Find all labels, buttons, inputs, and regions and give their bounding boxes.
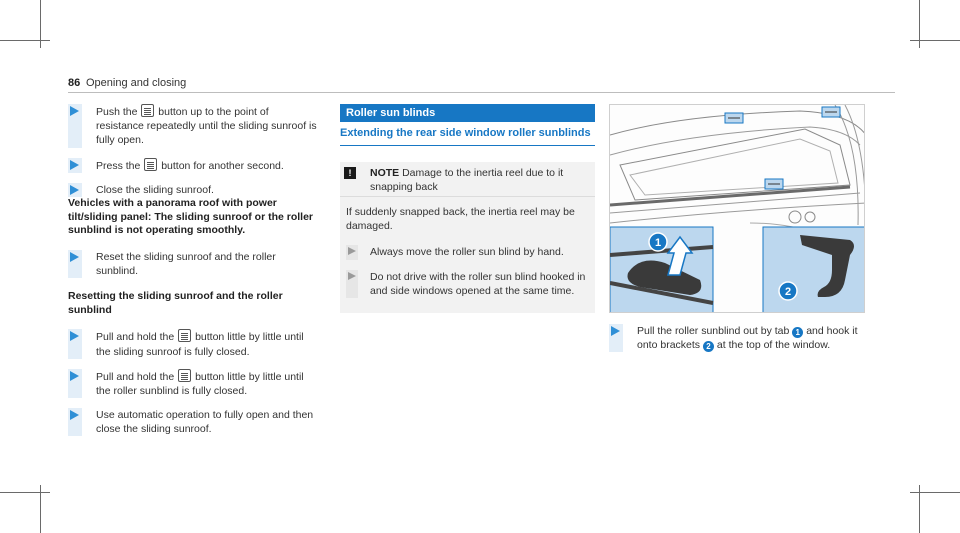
step-reset: Reset the sliding sunroof and the roller sunblind.	[68, 250, 318, 278]
callout-1: 1	[654, 237, 662, 249]
step-arrow-icon	[348, 272, 356, 280]
crop-mark	[0, 40, 50, 41]
step-arrow-icon	[70, 331, 79, 341]
section-subtitle: Extending the rear side window roller sunblinds	[340, 126, 595, 146]
header-divider	[68, 92, 895, 93]
roof-button-icon	[178, 329, 191, 342]
step-arrow-icon	[70, 185, 79, 195]
note-header	[340, 162, 595, 194]
roller-sunblind-illustration	[609, 104, 865, 313]
crop-mark	[910, 40, 960, 41]
step-arrow-icon	[70, 252, 79, 262]
roof-button-icon	[144, 158, 157, 171]
step-close-sunroof: Close the sliding sunroof.	[68, 183, 318, 197]
step-push-button: Push the button up to the point of resistance repeatedly until the sliding sunroof is fully open.	[68, 104, 318, 148]
step-arrow-icon	[70, 106, 79, 116]
note-body	[340, 196, 595, 308]
note-label: NOTE	[370, 167, 400, 179]
step-automatic: Use automatic operation to fully open and then close the sliding sunroof.	[68, 408, 318, 436]
left-column	[68, 104, 318, 446]
roof-button-icon	[141, 104, 154, 117]
note-description: If suddenly snapped back, the inertia reel may be damaged.	[346, 206, 575, 233]
callout-badge-2: 2	[703, 341, 714, 352]
right-column	[609, 324, 865, 362]
callout-badge-1: 1	[792, 327, 803, 338]
step-arrow-icon	[70, 160, 79, 170]
step-arrow-icon	[70, 371, 79, 381]
callout-2: 2	[784, 286, 792, 298]
step-press-button: Press the button for another second.	[68, 158, 318, 173]
section-title: Roller sun blinds	[340, 104, 595, 122]
note-step: Always move the roller sun blind by hand.	[346, 245, 589, 259]
note-step: Do not drive with the roller sun blind hooked in and side windows opened at the same time.	[346, 270, 589, 298]
step-arrow-icon	[611, 326, 620, 336]
note-text: Damage to the inertia reel due to it snapping back	[370, 167, 564, 194]
roof-button-icon	[178, 369, 191, 382]
page-title: Opening and closing	[86, 77, 187, 89]
step-pull-hold-sunblind: Pull and hold the button little by little until the roller sunblind is fully closed.	[68, 369, 318, 398]
crop-mark	[0, 492, 50, 493]
note-box	[340, 162, 595, 313]
car-interior-drawing	[610, 105, 865, 313]
warning-icon: !	[344, 167, 356, 179]
page-number: 86	[68, 77, 81, 89]
step-pull-hold-sunroof: Pull and hold the button little by little until the sliding sunroof is fully closed.	[68, 329, 318, 358]
crop-mark	[910, 492, 960, 493]
heading-panorama-roof: Vehicles with a panorama roof with power tilt/sliding panel: The sliding sunroof or the roller sunblind is not operating smoothly.	[68, 196, 314, 237]
step-pull-sunblind: Pull the roller sunblind out by tab 1 and hook it onto brackets 2 at the top of the window.	[609, 324, 865, 352]
step-arrow-icon	[348, 247, 356, 255]
step-arrow-icon	[70, 410, 79, 420]
heading-resetting: Resetting the sliding sunroof and the roller sunblind	[68, 290, 283, 316]
